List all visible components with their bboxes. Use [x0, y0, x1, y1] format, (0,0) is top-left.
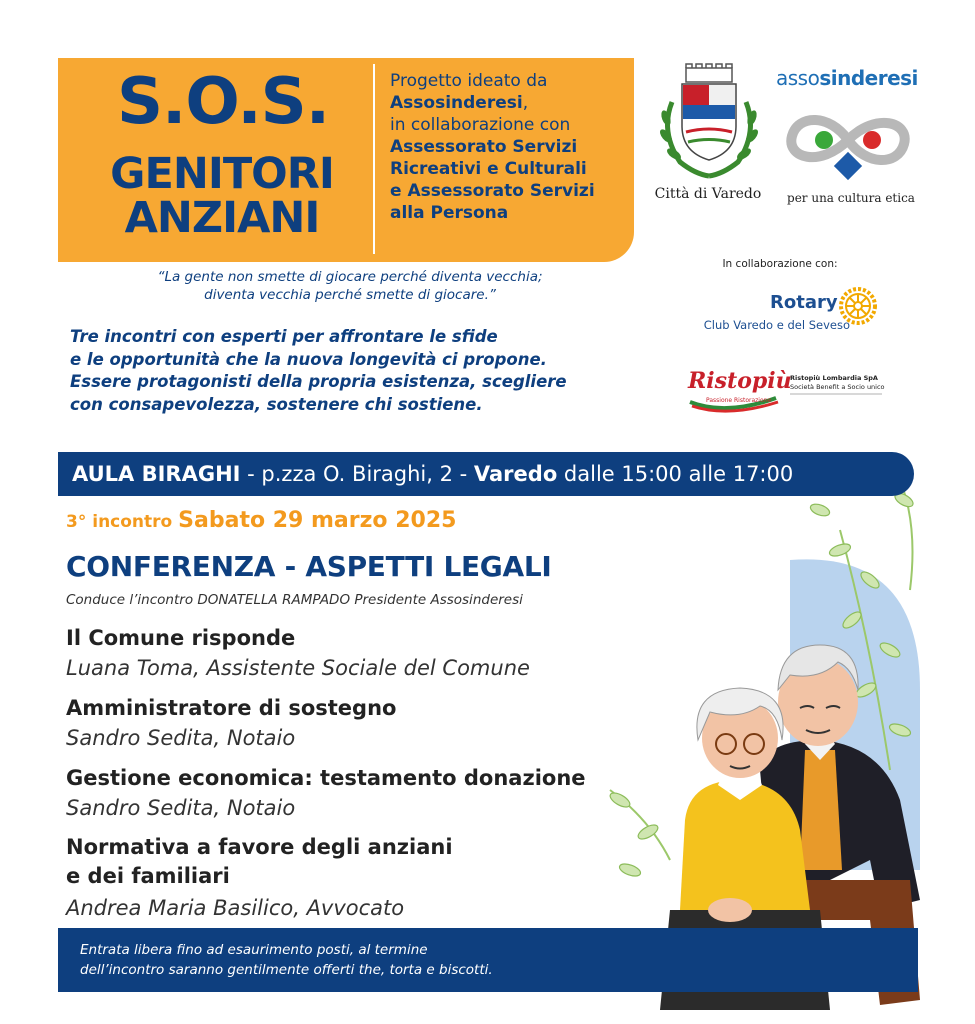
- wordmark-part: asso: [776, 66, 820, 90]
- conference-host: Conduce l’incontro DONATELLA RAMPADO Presidente Assosinderesi: [66, 592, 523, 608]
- topic-speaker: Sandro Sedita, Notaio: [66, 726, 296, 750]
- meeting-date: Sabato 29 marzo 2025: [178, 508, 457, 533]
- footer-text: [80, 940, 640, 980]
- ristopiu-logo-icon: [686, 358, 886, 418]
- intro-line: con consapevolezza, sostenere chi sostiene.: [70, 394, 483, 414]
- assosinderesi-wordmark: [776, 66, 926, 90]
- meeting-number: 3° incontro: [66, 512, 179, 532]
- project-line: Progetto ideato da: [390, 71, 548, 91]
- wordmark-part-bold: sinderesi: [819, 66, 918, 90]
- topic-speaker: Luana Toma, Assistente Sociale del Comune: [66, 656, 530, 680]
- ristopiu-company-type: Società Benefit a Socio unico: [790, 383, 885, 391]
- varedo-crest-icon: [650, 62, 768, 180]
- topic-title: Il Comune risponde: [66, 626, 296, 650]
- project-line: [390, 158, 630, 180]
- title-sos: S.O.S.: [116, 65, 330, 139]
- collaboration-label: In collaborazione con:: [722, 258, 838, 270]
- footer-line: Entrata libera fino ad esaurimento posti, al termine: [80, 942, 428, 958]
- rotary-club-name: Club Varedo e del Seveso: [703, 318, 850, 332]
- intro-text: [70, 326, 660, 416]
- project-description: [390, 70, 630, 224]
- intro-line: Tre incontri con esperti per affrontare le sfide: [70, 327, 498, 346]
- location-town: Varedo: [473, 462, 558, 486]
- assosinderesi-logo-icon: [780, 94, 916, 186]
- project-line: [390, 136, 630, 158]
- quote-line: “La gente non smette di giocare perché diventa vecchia;: [157, 269, 543, 285]
- project-partner: alla Persona: [390, 203, 509, 223]
- title-genitori-anziani: [72, 149, 372, 243]
- quote-line: diventa vecchia perché smette di giocare.”: [204, 287, 496, 303]
- conference-title: CONFERENZA - ASPETTI LEGALI: [66, 550, 552, 583]
- topic-speaker: Sandro Sedita, Notaio: [66, 796, 296, 820]
- meeting-heading: [66, 508, 456, 533]
- topic-title: Amministratore di sostegno: [66, 696, 397, 720]
- topic-speaker: Andrea Maria Basilico, Avvocato: [66, 896, 405, 920]
- footer-line: dell’incontro saranno gentilmente offerti the, torta e biscotti.: [80, 962, 493, 978]
- project-line: [390, 202, 630, 224]
- ristopiu-subtitle: Passione Ristorazione: [706, 397, 772, 404]
- project-partner: Assessorato Servizi: [390, 137, 578, 157]
- project-line: [390, 180, 630, 202]
- title-line-genitori: GENITORI: [110, 149, 334, 199]
- intro-line: Essere protagonisti della propria esistenza, scegliere: [70, 372, 567, 391]
- project-line: [390, 92, 630, 114]
- citta-label: Città di Varedo: [654, 186, 762, 202]
- title-line-anziani: ANZIANI: [124, 193, 320, 243]
- topic-title: Gestione economica: testamento donazione: [66, 766, 586, 790]
- project-comma: ,: [522, 93, 529, 113]
- topic-title: e dei familiari: [66, 864, 230, 888]
- location-time: dalle 15:00 alle 17:00: [557, 462, 794, 486]
- rotary-wordmark: Rotary: [770, 292, 838, 313]
- assosinderesi-tagline: per una cultura etica: [787, 191, 915, 205]
- project-partner: Ricreativi e Culturali: [390, 159, 587, 179]
- topic-title: Normativa a favore degli anziani: [66, 835, 453, 859]
- project-org: Assosinderesi: [390, 93, 523, 113]
- title-divider: [373, 64, 375, 254]
- ristopiu-wordmark: Ristopiù: [688, 368, 792, 394]
- location-place: AULA BIRAGHI: [72, 462, 241, 486]
- intro-line: e le opportunità che la nuova longevità ci propone.: [70, 349, 547, 369]
- location-address: - p.zza O. Biraghi, 2 -: [240, 462, 474, 486]
- quote: [60, 268, 640, 304]
- location-text: [72, 461, 912, 487]
- project-partner: e Assessorato Servizi: [390, 181, 595, 201]
- ristopiu-company: Ristopiù Lombardia SpA: [790, 374, 878, 382]
- project-line: in collaborazione con: [390, 115, 571, 135]
